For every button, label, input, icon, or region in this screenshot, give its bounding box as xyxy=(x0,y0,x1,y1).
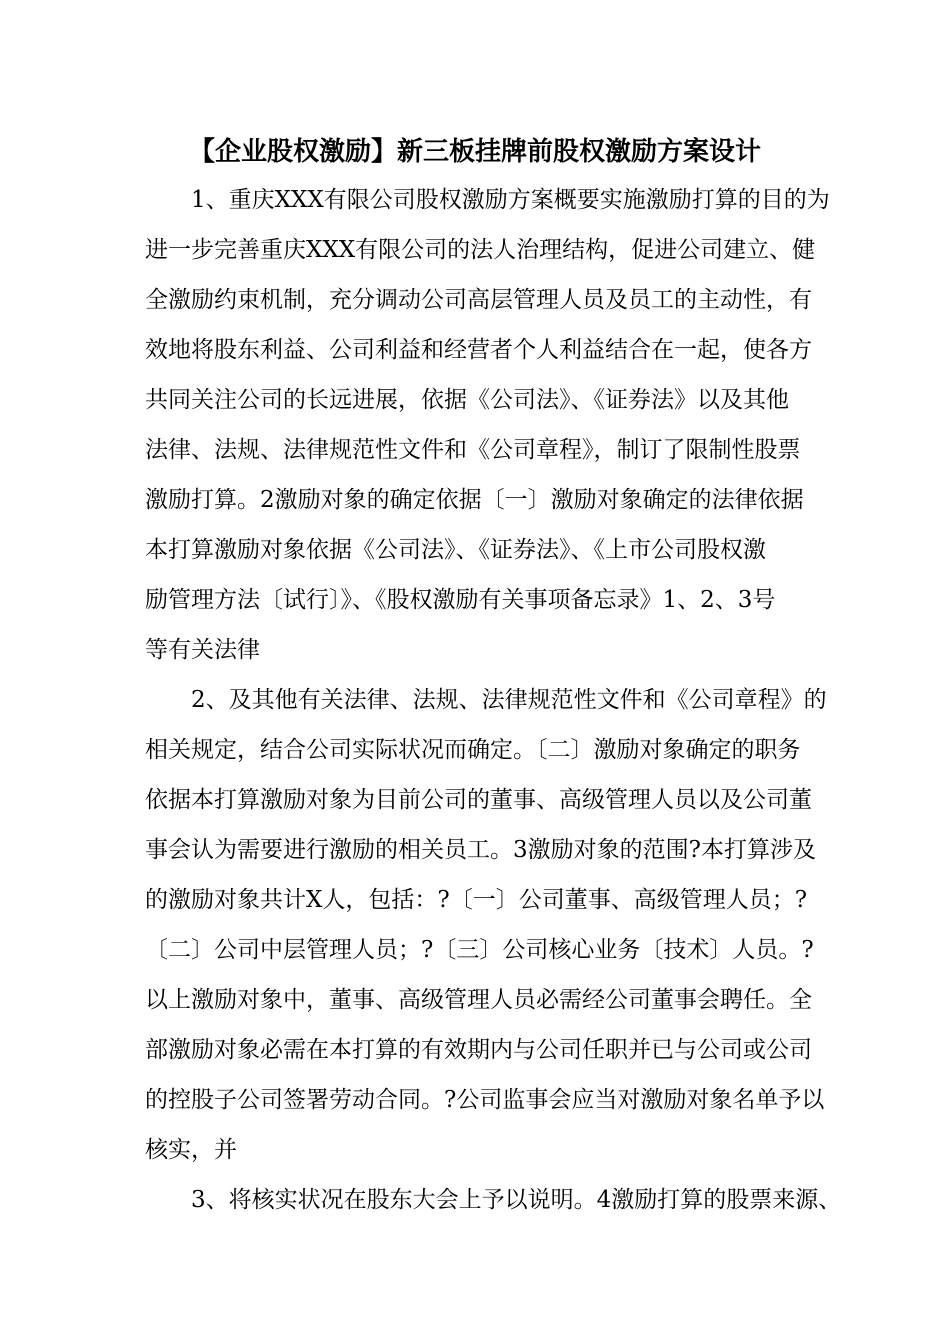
paragraph-1-line-7: 激励打算。2激励对象的确定依据〔一〕激励对象确定的法律依据 xyxy=(145,487,804,513)
paragraph-2-line-9: 的控股子公司签署劳动合同。?公司监事会应当对激励对象名单予以 xyxy=(145,1087,825,1113)
paragraph-2-line-8: 部激励对象必需在本打算的有效期内与公司任职并已与公司或公司 xyxy=(145,1037,812,1063)
paragraph-1-line-1: 1、重庆XXX有限公司股权激励方案概要实施激励打算的目的为 xyxy=(191,187,830,213)
paragraph-3-line-1: 3、将核实状况在股东大会上予以说明。4激励打算的股票来源、 xyxy=(191,1187,842,1213)
paragraph-2-line-7: 以上激励对象中，董事、高级管理人员必需经公司董事会聘任。全 xyxy=(145,987,812,1013)
document-body xyxy=(145,175,845,1225)
paragraph-2-line-2: 相关规定，结合公司实际状况而确定。〔二〕激励对象确定的职务 xyxy=(145,737,801,763)
paragraph-2-line-1: 2、及其他有关法律、法规、法律规范性文件和《公司章程》的 xyxy=(191,687,827,713)
paragraph-2-line-4: 事会认为需要进行激励的相关员工。3激励对象的范围?本打算涉及 xyxy=(145,837,816,863)
paragraph-2-line-6: 〔二〕公司中层管理人员；?〔三〕公司核心业务〔技术〕人员。? xyxy=(145,937,814,963)
paragraph-2-line-10: 核实，并 xyxy=(145,1137,237,1163)
paragraph-1-line-9: 励管理方法〔试行〕》、《股权激励有关事项备忘录》1、2、3号 xyxy=(145,587,776,613)
paragraph-1-line-10: 等有关法律 xyxy=(145,637,260,663)
document-title: 【企业股权激励】新三板挂牌前股权激励方案设计 xyxy=(188,137,761,167)
paragraph-2-line-3: 依据本打算激励对象为目前公司的董事、高级管理人员以及公司董 xyxy=(145,787,812,813)
paragraph-1-line-8: 本打算激励对象依据《公司法》、《证券法》、《上市公司股权激 xyxy=(145,537,766,563)
paragraph-1-line-4: 效地将股东利益、公司利益和经营者个人利益结合在一起，使各方 xyxy=(145,337,812,363)
paragraph-1-line-3: 全激励约束机制，充分调动公司高层管理人员及员工的主动性，有 xyxy=(145,287,812,313)
paragraph-1-line-5: 共同关注公司的长远进展，依据《公司法》、《证券法》以及其他 xyxy=(145,387,789,413)
paragraph-1-line-2: 进一步完善重庆XXX有限公司的法人治理结构，促进公司建立、健 xyxy=(145,237,816,263)
paragraph-1-line-6: 法律、法规、法律规范性文件和《公司章程》，制订了限制性股票 xyxy=(145,437,801,463)
paragraph-2-line-5: 的激励对象共计X人，包括：?〔一〕公司董事、高级管理人员；? xyxy=(145,887,808,913)
